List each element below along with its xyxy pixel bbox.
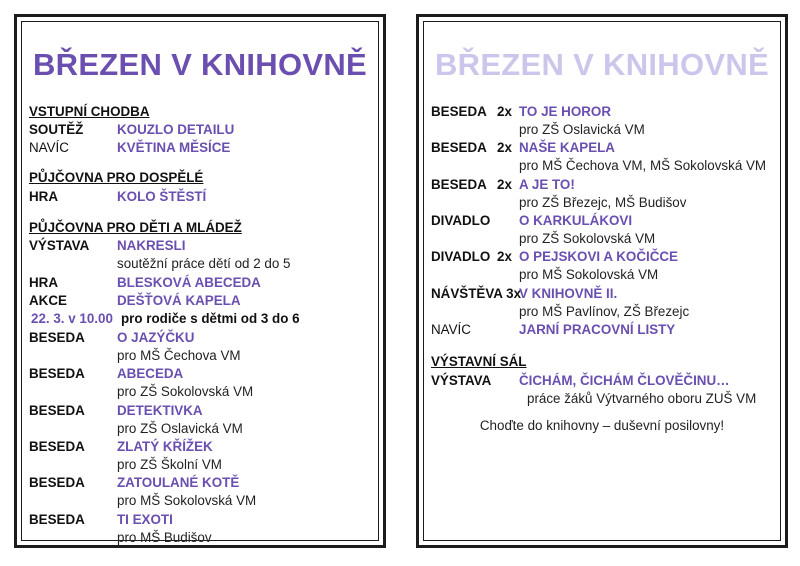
item-label: BESEDA [431, 140, 487, 155]
list-item-sub [29, 347, 377, 365]
item-label: BESEDA [431, 177, 487, 192]
item-sub: pro ZŠ Oslavická VM [117, 421, 243, 436]
item-value: JARNÍ PRACOVNÍ LISTY [519, 322, 676, 337]
list-item-sub [431, 266, 779, 284]
item-sub: pro MŠ Sokolovská VM [519, 267, 659, 282]
item-value: O PEJSKOVI A KOČIČCE [519, 249, 678, 264]
item-label: BESEDA [431, 104, 487, 119]
item-label: NÁVŠTĚVA 3x [431, 286, 522, 301]
item-value: A JE TO! [519, 177, 575, 192]
item-label: HRA [29, 189, 59, 204]
list-item [29, 237, 377, 255]
item-sub: pro ZŠ Sokolovská VM [117, 384, 254, 399]
list-item-sub [431, 303, 779, 321]
item-label: DIVADLO [431, 213, 491, 228]
item-sub: pro MŠ Budišov [117, 530, 212, 545]
item-label: VÝSTAVA [431, 373, 492, 388]
list-item [29, 438, 377, 456]
item-value: NAŠE KAPELA [519, 140, 615, 155]
item-value: ZATOULANÉ KOTĚ [117, 475, 240, 490]
event-date: 22. 3. v 10.00 [31, 311, 113, 326]
section-vstupni-chodba: VSTUPNÍ CHODBA [29, 104, 150, 119]
list-item [431, 372, 779, 390]
item-label: AKCE [29, 293, 67, 308]
list-item [431, 321, 779, 339]
item-value: BLESKOVÁ ABECEDA [117, 275, 261, 290]
item-label: BESEDA [29, 439, 85, 454]
list-item [29, 139, 377, 157]
item-count: 2x [497, 140, 512, 155]
item-label: BESEDA [29, 512, 85, 527]
list-item [29, 474, 377, 492]
list-item [431, 248, 779, 266]
list-item-sub [29, 420, 377, 438]
item-sub: práce žáků Výtvarného oboru ZUŠ VM [527, 391, 757, 406]
item-label: VÝSTAVA [29, 238, 90, 253]
item-value: KOLO ŠTĚSTÍ [117, 189, 207, 204]
list-item-sub [431, 230, 779, 248]
item-count: 2x [497, 104, 512, 119]
item-label: BESEDA [29, 403, 85, 418]
item-count: 2x [497, 177, 512, 192]
item-value: ABECEDA [117, 366, 184, 381]
list-item-sub [29, 529, 377, 547]
list-item [431, 285, 779, 303]
list-item [29, 402, 377, 420]
list-item [29, 365, 377, 383]
item-sub: pro MŠ Čechova VM [117, 348, 241, 363]
item-label: DIVADLO [431, 249, 491, 264]
item-sub: pro ZŠ Březejc, MŠ Budišov [519, 195, 687, 210]
page-title-faded: BŘEZEN V KNIHOVNĚ [434, 47, 770, 82]
list-item-sub [29, 456, 377, 474]
list-item [29, 188, 377, 206]
list-item [431, 212, 779, 230]
list-item [29, 121, 377, 139]
item-sub: pro MŠ Sokolovská VM [117, 493, 257, 508]
item-label: BESEDA [29, 330, 85, 345]
item-value: KOUZLO DETAILU [117, 122, 235, 137]
list-item-sub [29, 383, 377, 401]
list-item [431, 103, 779, 121]
list-item [29, 274, 377, 292]
list-item-sub [431, 390, 779, 408]
list-item-sub [29, 492, 377, 510]
item-value: V KNIHOVNĚ II. [519, 286, 618, 301]
section-vystavni-sal: VÝSTAVNÍ SÁL [431, 354, 527, 369]
section-pujcovna-deti: PŮJČOVNA PRO DĚTI A MLÁDEŽ [29, 220, 242, 235]
item-count: 2x [497, 249, 512, 264]
footer-slogan: Choďte do knihovny – duševní posilovny! [479, 418, 725, 433]
item-sub: pro MŠ Čechova VM, MŠ Sokolovská VM [519, 158, 767, 173]
list-item-sub [29, 255, 377, 273]
page-title: BŘEZEN V KNIHOVNĚ [32, 47, 368, 82]
left-page [14, 14, 386, 548]
item-value: TI EXOTI [117, 512, 173, 527]
section-pujcovna-dospele: PŮJČOVNA PRO DOSPĚLÉ [29, 170, 204, 185]
list-item [29, 511, 377, 529]
item-value: ČICHÁM, ČICHÁM ČLOVĚČINU… [519, 373, 730, 388]
item-value: DETEKTIVKA [117, 403, 203, 418]
item-value: TO JE HOROR [519, 104, 612, 119]
list-item [29, 292, 377, 310]
item-sub: pro MŠ Pavlínov, ZŠ Březejc [519, 304, 690, 319]
item-label: HRA [29, 275, 59, 290]
item-sub: soutěžní práce dětí od 2 do 5 [117, 256, 291, 271]
item-value: KVĚTINA MĚSÍCE [117, 140, 231, 155]
item-value: DEŠŤOVÁ KAPELA [117, 293, 241, 308]
item-label: NAVÍC [431, 322, 471, 337]
list-item-sub [431, 194, 779, 212]
list-item-sub [431, 157, 779, 175]
item-sub: pro ZŠ Sokolovská VM [519, 231, 656, 246]
item-sub: pro ZŠ Školní VM [117, 457, 222, 472]
list-item [431, 176, 779, 194]
item-label: BESEDA [29, 366, 85, 381]
item-label: NAVÍC [29, 140, 69, 155]
right-page [416, 14, 788, 548]
item-sub: pro ZŠ Oslavická VM [519, 122, 645, 137]
list-item [431, 139, 779, 157]
item-label: BESEDA [29, 475, 85, 490]
item-value: ZLATÝ KŘÍŽEK [117, 439, 213, 454]
item-value: O JAZÝČKU [117, 330, 195, 345]
list-item-sub [431, 121, 779, 139]
item-label: SOUTĚŽ [29, 122, 84, 137]
item-value: O KARKULÁKOVI [519, 213, 633, 228]
event-date-text: pro rodiče s dětmi od 3 do 6 [121, 311, 300, 326]
item-value: NAKRESLI [117, 238, 186, 253]
list-item [29, 329, 377, 347]
